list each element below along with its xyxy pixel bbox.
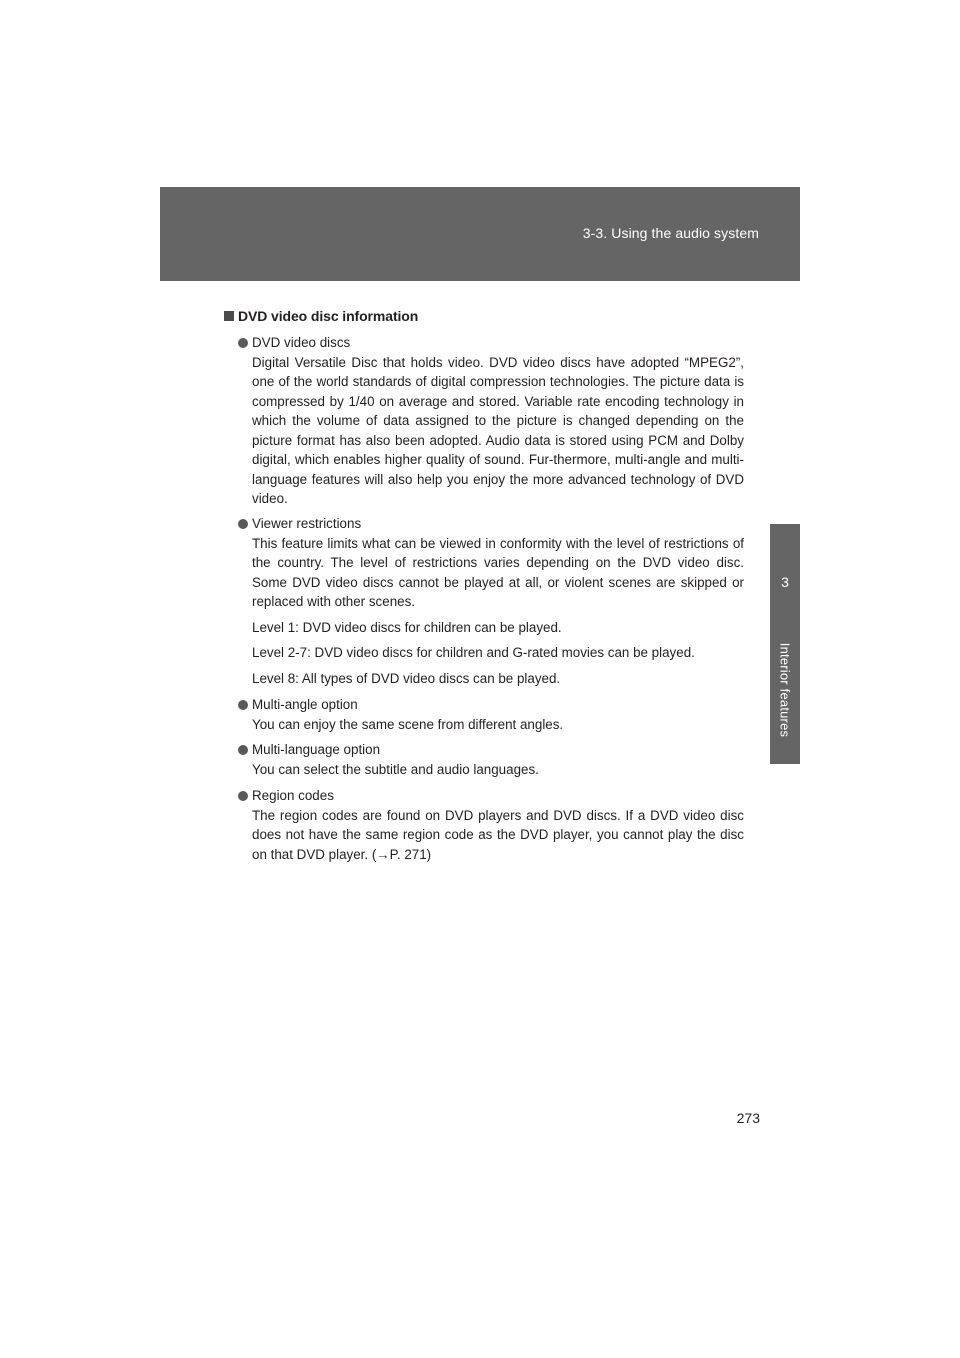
circle-bullet-icon xyxy=(238,519,248,529)
item-title: Multi-language option xyxy=(252,742,381,757)
item-body: This feature limits what can be viewed in conformity with the level of restrictions of the country. The level of restrictions varies depending on the DVD video disc. Some DVD video discs cannot be played at all, or violent scenes are skipped or replaced with other scenes. xyxy=(252,535,744,609)
item-body: The region codes are found on DVD players and DVD discs. If a DVD video disc does not have the same region code as the DVD player, you cannot play the disc on that DVD player. (→P. 271) xyxy=(252,807,744,862)
restriction-level-8: Level 8: All types of DVD video discs can be played. xyxy=(252,670,561,686)
item-title: DVD video discs xyxy=(252,335,351,350)
header-band xyxy=(160,187,800,281)
chapter-tab xyxy=(770,524,800,764)
section-title: 3-3. Using the audio system xyxy=(582,225,759,241)
circle-bullet-icon xyxy=(238,700,248,710)
restriction-level-2-7: Level 2-7: DVD video discs for children and G-rated movies can be played. xyxy=(252,645,695,660)
list-item-viewer-restrictions xyxy=(238,514,744,688)
section-heading-text: DVD video disc information xyxy=(238,308,419,324)
restriction-level-1: Level 1: DVD video discs for children can be played. xyxy=(252,619,562,635)
list-item-region-codes xyxy=(238,786,744,864)
circle-bullet-icon xyxy=(238,745,248,755)
item-title: Viewer restrictions xyxy=(252,516,362,531)
circle-bullet-icon xyxy=(238,791,248,801)
list-item-multi-language xyxy=(238,740,744,779)
list-item-multi-angle xyxy=(238,695,744,734)
chapter-number: 3 xyxy=(781,574,789,590)
item-title: Region codes xyxy=(252,788,334,803)
list-item-dvd-video-discs xyxy=(238,333,744,509)
section-heading xyxy=(224,308,418,324)
circle-bullet-icon xyxy=(238,338,248,348)
chapter-label: Interior features xyxy=(777,642,793,738)
square-bullet-icon xyxy=(224,311,234,321)
item-body: You can enjoy the same scene from different angles. xyxy=(252,716,564,732)
item-body: Digital Versatile Disc that holds video. DVD video discs have adopted “MPEG2”, one of the world standards of digital compression technologies. The picture data is compressed by 1/40 on average and stored. Variable rate encoding technology in which the volume of data assigned to the picture is changed depending on the picture format has also been adopted. Audio data is stored using PCM and Dolby digital, which enables higher quality of sound. Fur-thermore, multi-angle and multi-language features will also help you enjoy the more advanced technology of DVD video. xyxy=(252,354,744,506)
item-title: Multi-angle option xyxy=(252,697,358,712)
page-number: 273 xyxy=(736,1110,760,1126)
item-body: You can select the subtitle and audio languages. xyxy=(252,761,539,777)
